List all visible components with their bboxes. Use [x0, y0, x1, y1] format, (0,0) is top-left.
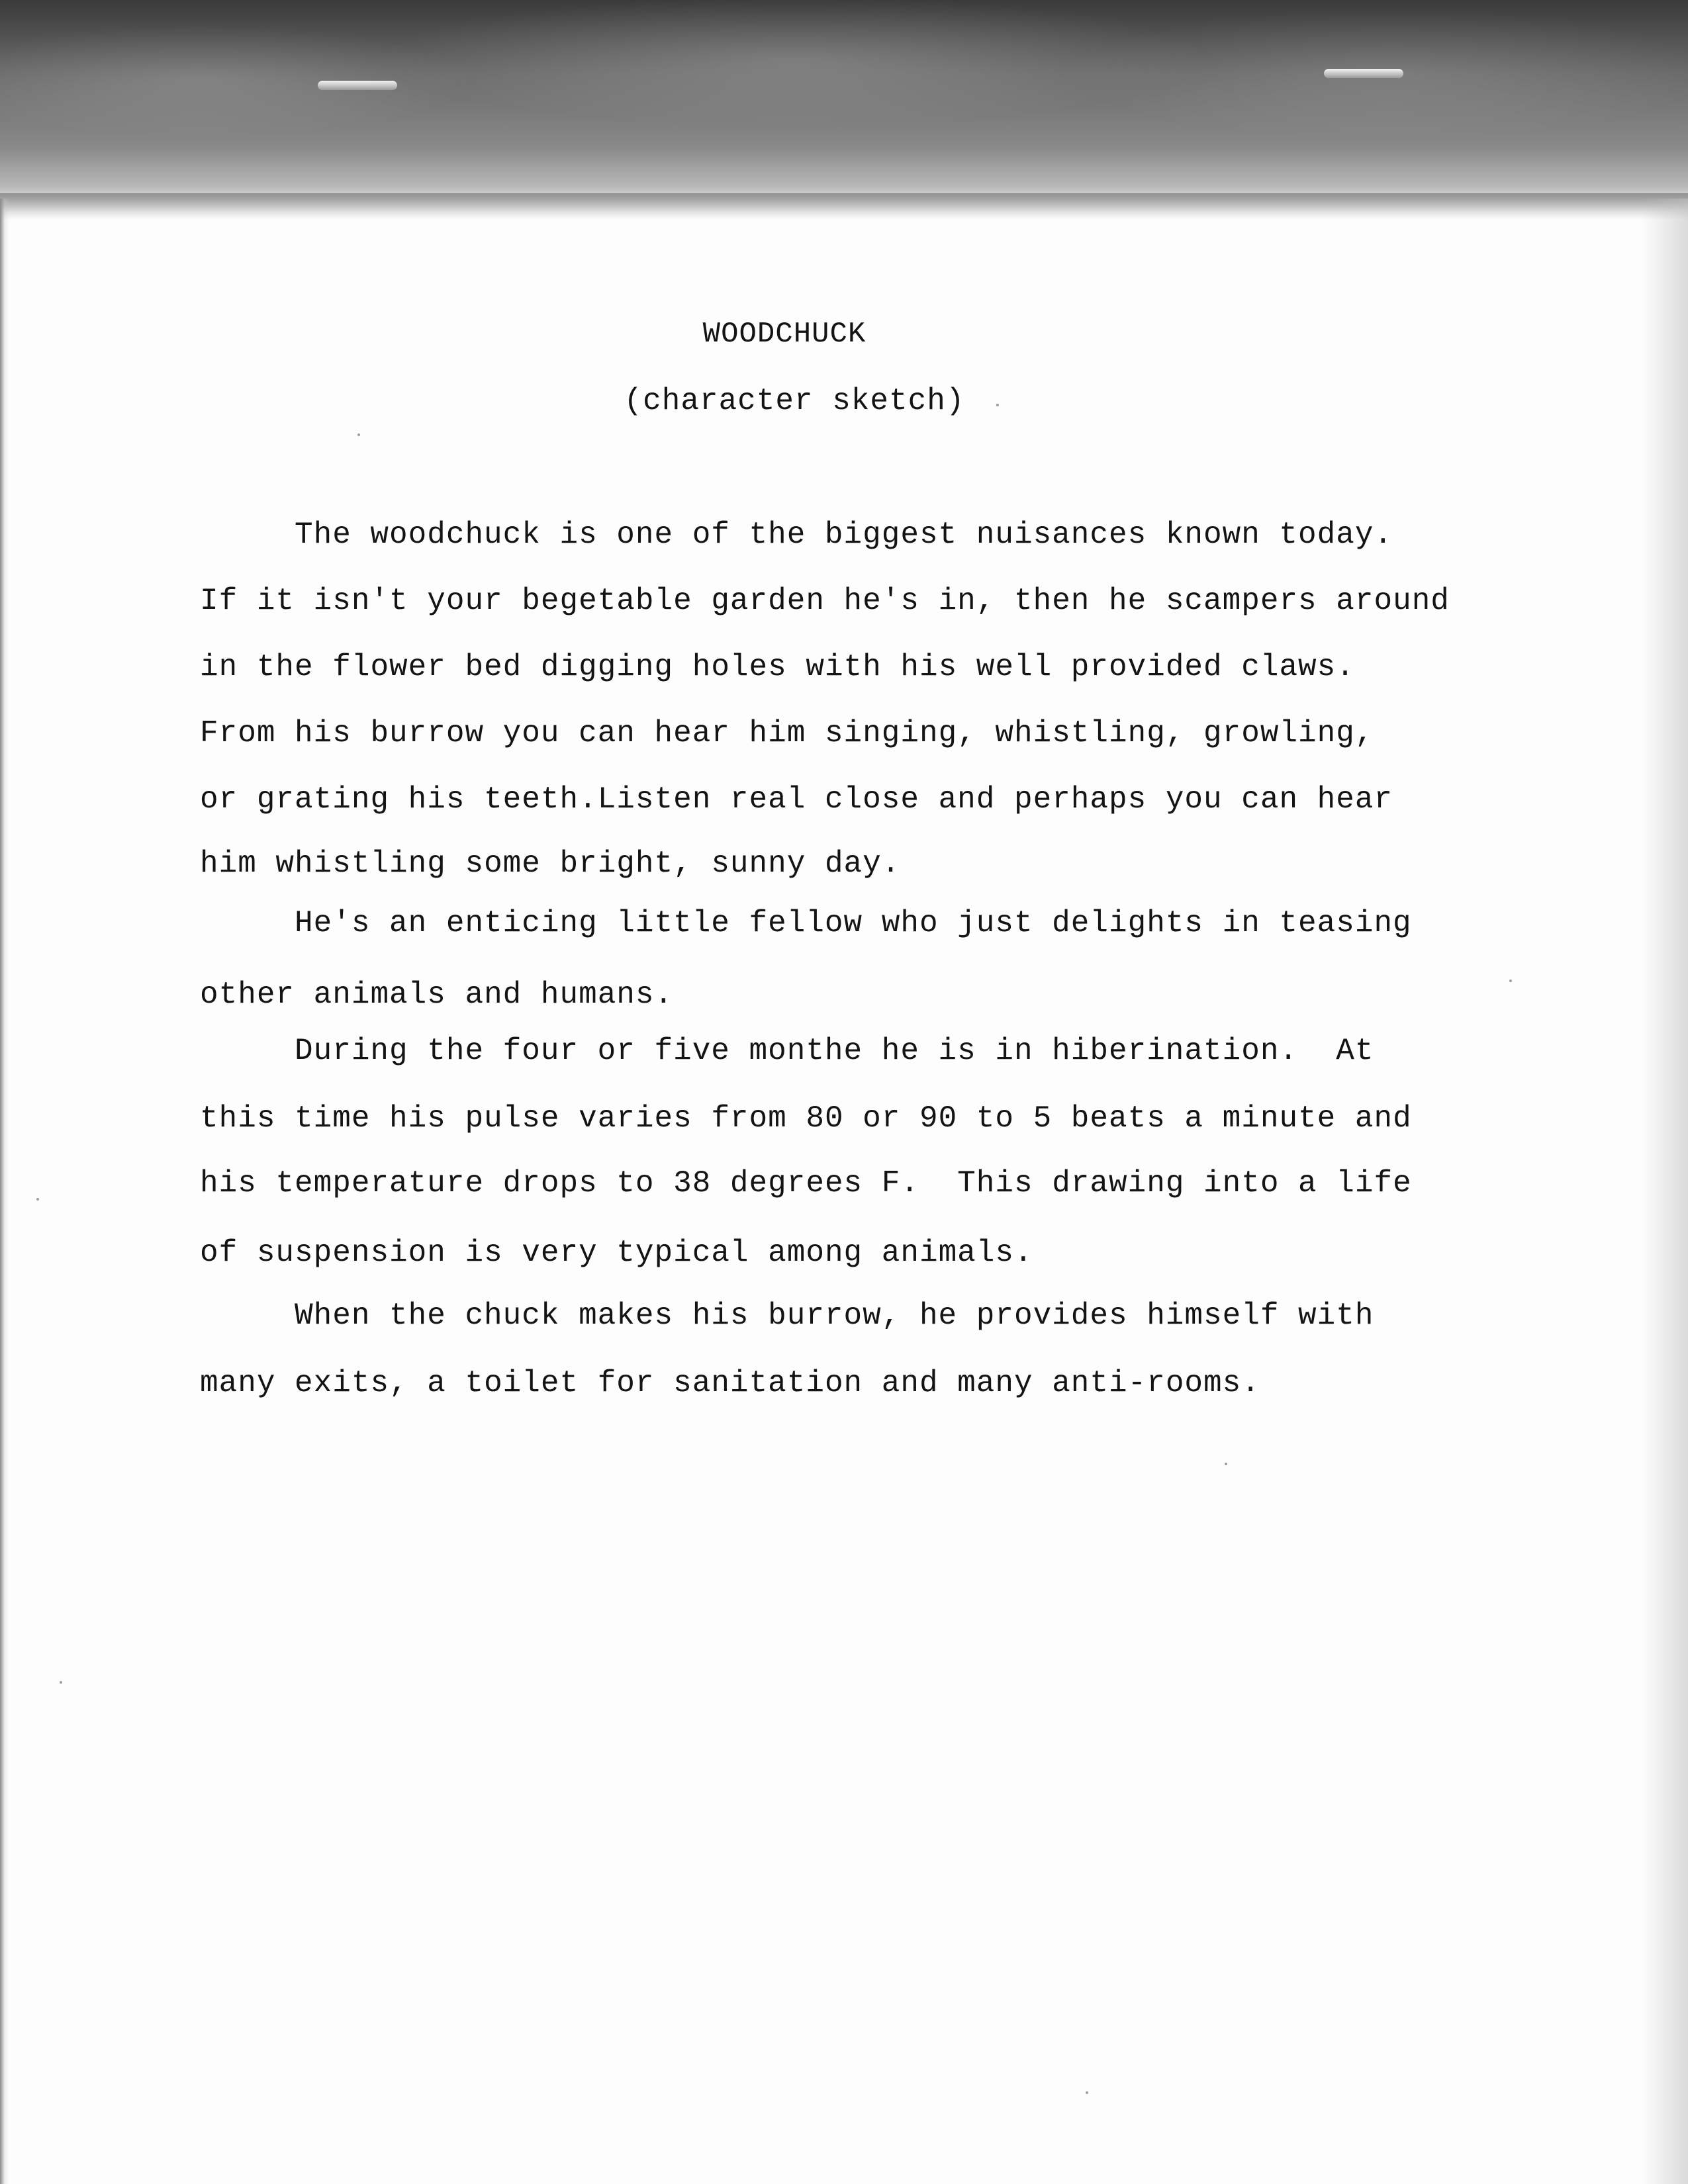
text-line: From his burrow you can hear him singing, whistling, growling, [200, 716, 1374, 751]
text-line: this time his pulse varies from 80 or 90 to 5 beats a minute and [200, 1101, 1412, 1136]
text-line: The woodchuck is one of the biggest nuisances known today. [295, 518, 1393, 552]
text-line: During the four or five monthe he is in hiberination. At [295, 1034, 1374, 1068]
document-subtitle: (character sketch) [624, 384, 965, 418]
text-line: He's an enticing little fellow who just delights in teasing [295, 906, 1412, 940]
document-title: WOODCHUCK [702, 318, 867, 351]
text-line: him whistling some bright, sunny day. [200, 846, 901, 881]
text-line: of suspension is very typical among animals. [200, 1236, 1033, 1270]
text-line: other animals and humans. [200, 978, 674, 1012]
text-line: his temperature drops to 38 degrees F. This drawing into a life [200, 1166, 1412, 1201]
text-line: If it isn't your begetable garden he's in, then he scampers around [200, 584, 1450, 618]
text-line: When the chuck makes his burrow, he provides himself with [295, 1298, 1374, 1333]
text-line: in the flower bed digging holes with his well provided claws. [200, 650, 1355, 684]
text-line: many exits, a toilet for sanitation and many anti-rooms. [200, 1366, 1260, 1400]
text-line: or grating his teeth.Listen real close and perhaps you can hear [200, 782, 1393, 817]
